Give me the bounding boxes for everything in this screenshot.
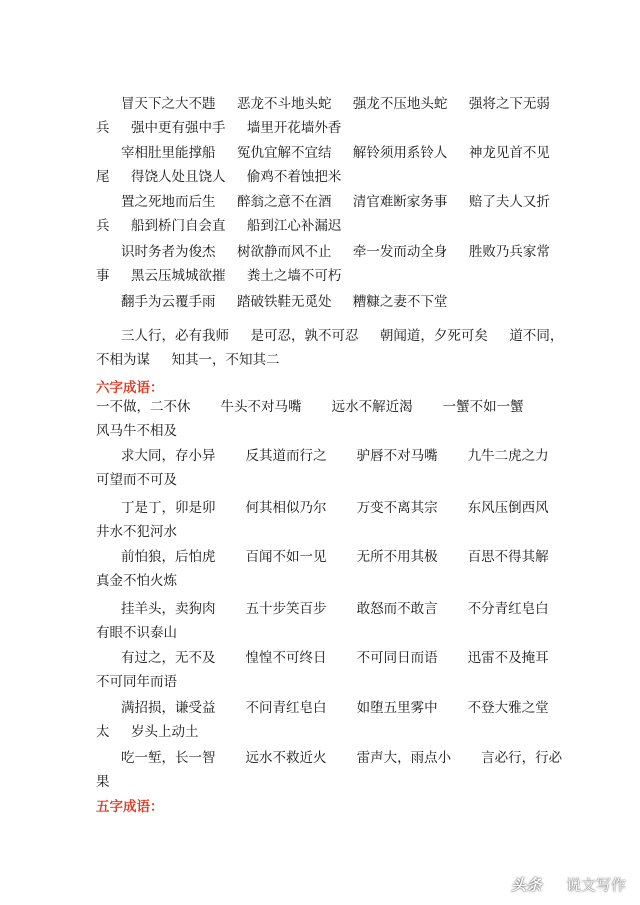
idiom-line: 有过之，无不及 惶惶不可终日 不可同日而语 迅雷不及掩耳: [121, 650, 549, 666]
at-icon: [548, 877, 564, 893]
idiom-line: 尾 得饶人处且饶人 偷鸡不着蚀把米: [96, 169, 342, 185]
idiom-line: 满招损，谦受益 不问青红皂白 如堕五里雾中 不登大雅之堂: [121, 700, 549, 716]
section-heading-five: 五字成语：: [96, 799, 164, 815]
idiom-line: 有眼不识泰山: [96, 625, 177, 641]
idiom-line: 吃一堑，长一智 远水不救近火 雷声大，雨点小 言必行，行必: [121, 750, 563, 766]
idiom-block-six-d: [96, 545, 566, 593]
idiom-block-seven-c: [96, 190, 566, 238]
idiom-block-six-c: [96, 496, 566, 544]
idiom-block-seven-d: [96, 240, 566, 288]
idiom-line: 冒天下之大不韪 恶龙不斗地头蛇 强龙不压地头蛇 强将之下无弱: [121, 96, 550, 112]
watermark-handle-text: 说文写作: [565, 876, 626, 894]
idiom-line: 果: [96, 774, 110, 790]
idiom-block-seven-b: [96, 141, 566, 189]
section-heading-six: 六字成语：: [96, 380, 164, 396]
idiom-block-six-b: [96, 444, 566, 492]
idiom-block-seven-a: [96, 92, 566, 140]
idiom-line: 风马牛不相及: [96, 423, 177, 439]
idiom-line: 井水不犯河水: [96, 524, 177, 540]
idiom-line: 兵 强中更有强中手 墙里开花墙外香: [96, 120, 342, 136]
idiom-line: 三人行，必有我师 是可忍，孰不可忍 朝闻道，夕死可矣 道不同，: [121, 328, 564, 344]
idiom-block-six-a: [96, 395, 566, 443]
idiom-line: 翻手为云覆手雨 踏破铁鞋无觅处 糟糠之妻不下堂: [121, 294, 448, 310]
watermark-handle: [548, 874, 626, 895]
idiom-line: 不相为谋 知其一，不知其二: [96, 352, 280, 368]
idiom-line: 丁是丁，卯是卯 何其相似乃尔 万变不离其宗 东风压倒西风: [121, 500, 549, 516]
watermark: [511, 874, 626, 895]
watermark-logo: 头条: [510, 876, 542, 894]
idiom-line: 挂羊头，卖狗肉 五十步笑百步 敢怒而不敢言 不分青红皂白: [121, 601, 549, 617]
idiom-line: 事 黑云压城城欲摧 粪土之墙不可朽: [96, 268, 342, 284]
idiom-block-six-e: [96, 597, 566, 645]
idiom-line: 求大同，存小异 反其道而行之 驴唇不对马嘴 九牛二虎之力: [121, 448, 549, 464]
idiom-line: 不可同年而语: [96, 674, 177, 690]
idiom-line: 兵 船到桥门自会直 船到江心补漏迟: [96, 218, 342, 234]
idiom-line: 宰相肚里能撑船 冤仇宜解不宜结 解铃须用系铃人 神龙见首不见: [121, 145, 550, 161]
idiom-line: 识时务者为俊杰 树欲静而风不止 牵一发而动全身 胜败乃兵家常: [121, 244, 550, 260]
idiom-block-seven-e: [96, 290, 566, 314]
idiom-block-six-g: [96, 696, 566, 744]
idiom-block-seven-f: [96, 324, 566, 372]
idiom-block-six-f: [96, 646, 566, 694]
idiom-line: 太 岁头上动土: [96, 724, 199, 740]
idiom-line: 前怕狼，后怕虎 百闻不如一见 无所不用其极 百思不得其解: [121, 549, 549, 565]
idiom-block-six-h: [96, 746, 566, 794]
idiom-line: 可望而不可及: [96, 472, 177, 488]
idiom-line: 一不做，二不休 牛头不对马嘴 远水不解近渴 一蟹不如一蟹: [96, 399, 524, 415]
idiom-line: 真金不怕火炼: [96, 573, 177, 589]
idiom-line: 置之死地而后生 醉翁之意不在酒 清官难断家务事 赔了夫人又折: [121, 194, 550, 210]
